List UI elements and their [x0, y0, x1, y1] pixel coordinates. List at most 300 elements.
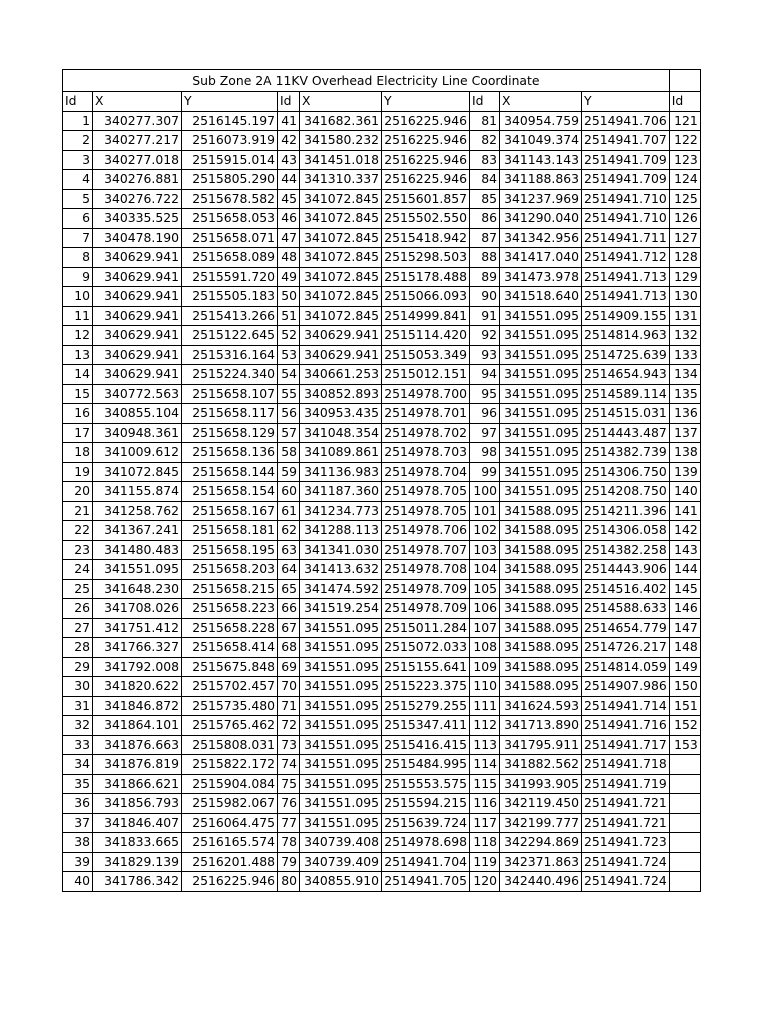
cell-y[interactable]: 2516225.946 — [382, 111, 470, 131]
cell-id[interactable]: 12 — [63, 326, 93, 346]
cell-x[interactable]: 340277.217 — [93, 131, 182, 151]
cell-y[interactable]: 2515114.420 — [382, 326, 470, 346]
cell-y[interactable]: 2515316.164 — [182, 345, 278, 365]
cell-y[interactable]: 2516225.946 — [182, 872, 278, 892]
cell-id[interactable]: 6 — [63, 209, 93, 229]
cell-y[interactable]: 2515505.183 — [182, 287, 278, 307]
cell-id[interactable]: 89 — [470, 267, 500, 287]
cell-x[interactable]: 341846.407 — [93, 813, 182, 833]
cell-x[interactable]: 341876.663 — [93, 735, 182, 755]
cell-id[interactable]: 105 — [470, 579, 500, 599]
cell-x[interactable]: 341551.095 — [300, 677, 382, 697]
cell-y[interactable]: 2514978.709 — [382, 579, 470, 599]
cell-id[interactable]: 53 — [278, 345, 300, 365]
cell-y[interactable]: 2515658.144 — [182, 462, 278, 482]
cell-x[interactable]: 341864.101 — [93, 716, 182, 736]
cell-id[interactable]: 34 — [63, 755, 93, 775]
cell-id[interactable]: 2 — [63, 131, 93, 151]
cell-y[interactable]: 2515982.067 — [182, 794, 278, 814]
cell-id[interactable]: 50 — [278, 287, 300, 307]
cell-id[interactable]: 139 — [669, 462, 700, 482]
cell-id[interactable]: 150 — [669, 677, 700, 697]
cell-y[interactable]: 2514978.698 — [382, 833, 470, 853]
cell-y[interactable]: 2514978.704 — [382, 462, 470, 482]
cell-y[interactable]: 2515678.582 — [182, 189, 278, 209]
cell-id[interactable]: 37 — [63, 813, 93, 833]
cell-y[interactable]: 2516225.946 — [382, 131, 470, 151]
cell-id[interactable]: 147 — [669, 618, 700, 638]
cell-id[interactable]: 136 — [669, 404, 700, 424]
cell-id[interactable]: 8 — [63, 248, 93, 268]
cell-id[interactable]: 13 — [63, 345, 93, 365]
cell-id[interactable]: 134 — [669, 365, 700, 385]
cell-id[interactable]: 40 — [63, 872, 93, 892]
cell-id[interactable] — [669, 774, 700, 794]
cell-x[interactable]: 342294.869 — [500, 833, 582, 853]
cell-id[interactable]: 3 — [63, 150, 93, 170]
cell-id[interactable]: 11 — [63, 306, 93, 326]
cell-x[interactable]: 341588.095 — [500, 657, 582, 677]
cell-id[interactable] — [669, 794, 700, 814]
cell-x[interactable]: 341155.874 — [93, 482, 182, 502]
cell-id[interactable] — [669, 755, 700, 775]
cell-y[interactable]: 2514941.709 — [582, 170, 670, 190]
cell-x[interactable]: 342199.777 — [500, 813, 582, 833]
cell-y[interactable]: 2515223.375 — [382, 677, 470, 697]
cell-x[interactable]: 341682.361 — [300, 111, 382, 131]
cell-y[interactable]: 2515053.349 — [382, 345, 470, 365]
cell-x[interactable]: 341237.969 — [500, 189, 582, 209]
cell-y[interactable]: 2514941.716 — [582, 716, 670, 736]
sheet-title[interactable]: Sub Zone 2A 11KV Overhead Electricity Line Coordinate — [63, 70, 670, 92]
cell-id[interactable]: 21 — [63, 501, 93, 521]
cell-id[interactable]: 41 — [278, 111, 300, 131]
cell-x[interactable]: 341072.845 — [300, 189, 382, 209]
cell-x[interactable]: 341258.762 — [93, 501, 182, 521]
cell-x[interactable]: 341089.861 — [300, 443, 382, 463]
cell-id[interactable]: 137 — [669, 423, 700, 443]
cell-id[interactable]: 1 — [63, 111, 93, 131]
cell-x[interactable]: 341993.905 — [500, 774, 582, 794]
cell-y[interactable]: 2514978.705 — [382, 482, 470, 502]
cell-y[interactable]: 2514443.906 — [582, 560, 670, 580]
cell-id[interactable]: 10 — [63, 287, 93, 307]
cell-id[interactable]: 149 — [669, 657, 700, 677]
cell-y[interactable]: 2515178.488 — [382, 267, 470, 287]
cell-y[interactable]: 2514941.711 — [582, 228, 670, 248]
cell-y[interactable]: 2514382.258 — [582, 540, 670, 560]
cell-y[interactable]: 2514306.750 — [582, 462, 670, 482]
cell-x[interactable]: 340739.409 — [300, 852, 382, 872]
cell-x[interactable]: 341588.095 — [500, 501, 582, 521]
cell-x[interactable]: 341551.095 — [300, 638, 382, 658]
cell-id[interactable]: 104 — [470, 560, 500, 580]
cell-id[interactable]: 90 — [470, 287, 500, 307]
cell-id[interactable]: 72 — [278, 716, 300, 736]
cell-x[interactable]: 341624.593 — [500, 696, 582, 716]
cell-id[interactable]: 120 — [470, 872, 500, 892]
cell-y[interactable]: 2514941.710 — [582, 189, 670, 209]
cell-x[interactable]: 341786.342 — [93, 872, 182, 892]
cell-x[interactable]: 341795.911 — [500, 735, 582, 755]
cell-id[interactable]: 26 — [63, 599, 93, 619]
cell-x[interactable]: 340276.881 — [93, 170, 182, 190]
cell-y[interactable]: 2515012.151 — [382, 365, 470, 385]
cell-x[interactable]: 341143.143 — [500, 150, 582, 170]
cell-x[interactable]: 341048.354 — [300, 423, 382, 443]
cell-id[interactable] — [669, 872, 700, 892]
cell-id[interactable]: 36 — [63, 794, 93, 814]
cell-id[interactable]: 28 — [63, 638, 93, 658]
cell-y[interactable]: 2516073.919 — [182, 131, 278, 151]
cell-id[interactable]: 30 — [63, 677, 93, 697]
cell-id[interactable] — [669, 813, 700, 833]
cell-x[interactable]: 340629.941 — [93, 326, 182, 346]
cell-y[interactable]: 2515658.195 — [182, 540, 278, 560]
cell-y[interactable]: 2515601.857 — [382, 189, 470, 209]
cell-id[interactable]: 81 — [470, 111, 500, 131]
cell-y[interactable]: 2515072.033 — [382, 638, 470, 658]
cell-id[interactable]: 122 — [669, 131, 700, 151]
cell-y[interactable]: 2516064.475 — [182, 813, 278, 833]
cell-x[interactable]: 340852.893 — [300, 384, 382, 404]
cell-id[interactable]: 121 — [669, 111, 700, 131]
cell-id[interactable]: 9 — [63, 267, 93, 287]
cell-x[interactable]: 341341.030 — [300, 540, 382, 560]
cell-id[interactable]: 18 — [63, 443, 93, 463]
cell-y[interactable]: 2515484.995 — [382, 755, 470, 775]
cell-y[interactable]: 2514978.702 — [382, 423, 470, 443]
cell-id[interactable]: 152 — [669, 716, 700, 736]
cell-y[interactable]: 2515658.167 — [182, 501, 278, 521]
cell-y[interactable]: 2515658.107 — [182, 384, 278, 404]
cell-y[interactable]: 2515658.154 — [182, 482, 278, 502]
column-header-y[interactable]: Y — [382, 92, 470, 112]
cell-id[interactable]: 75 — [278, 774, 300, 794]
cell-y[interactable]: 2514941.704 — [382, 852, 470, 872]
column-header-id[interactable]: Id — [278, 92, 300, 112]
cell-id[interactable]: 116 — [470, 794, 500, 814]
cell-x[interactable]: 341551.095 — [500, 482, 582, 502]
cell-y[interactable]: 2515416.415 — [382, 735, 470, 755]
cell-id[interactable] — [669, 852, 700, 872]
cell-x[interactable]: 341846.872 — [93, 696, 182, 716]
cell-id[interactable]: 94 — [470, 365, 500, 385]
column-header-id[interactable]: Id — [470, 92, 500, 112]
cell-id[interactable]: 86 — [470, 209, 500, 229]
cell-x[interactable]: 341136.983 — [300, 462, 382, 482]
cell-y[interactable]: 2514941.713 — [582, 267, 670, 287]
cell-x[interactable]: 341551.095 — [500, 443, 582, 463]
cell-id[interactable]: 133 — [669, 345, 700, 365]
cell-id[interactable]: 74 — [278, 755, 300, 775]
cell-x[interactable]: 341451.018 — [300, 150, 382, 170]
cell-id[interactable]: 58 — [278, 443, 300, 463]
cell-id[interactable]: 17 — [63, 423, 93, 443]
cell-x[interactable]: 340855.910 — [300, 872, 382, 892]
cell-id[interactable]: 42 — [278, 131, 300, 151]
cell-y[interactable]: 2514941.719 — [582, 774, 670, 794]
cell-y[interactable]: 2514941.714 — [582, 696, 670, 716]
cell-x[interactable]: 341072.845 — [300, 267, 382, 287]
cell-y[interactable]: 2515298.503 — [382, 248, 470, 268]
cell-x[interactable]: 341234.773 — [300, 501, 382, 521]
cell-id[interactable]: 83 — [470, 150, 500, 170]
cell-id[interactable]: 19 — [63, 462, 93, 482]
cell-id[interactable]: 148 — [669, 638, 700, 658]
cell-x[interactable]: 341588.095 — [500, 618, 582, 638]
cell-id[interactable]: 106 — [470, 599, 500, 619]
cell-id[interactable]: 84 — [470, 170, 500, 190]
cell-id[interactable] — [669, 833, 700, 853]
cell-id[interactable]: 144 — [669, 560, 700, 580]
cell-x[interactable]: 341049.374 — [500, 131, 582, 151]
cell-x[interactable]: 340954.759 — [500, 111, 582, 131]
cell-id[interactable]: 125 — [669, 189, 700, 209]
cell-id[interactable]: 77 — [278, 813, 300, 833]
cell-x[interactable]: 341829.139 — [93, 852, 182, 872]
cell-x[interactable]: 341551.095 — [500, 462, 582, 482]
cell-x[interactable]: 341551.095 — [500, 345, 582, 365]
cell-id[interactable]: 127 — [669, 228, 700, 248]
cell-id[interactable]: 47 — [278, 228, 300, 248]
cell-id[interactable]: 20 — [63, 482, 93, 502]
cell-x[interactable]: 341588.095 — [500, 677, 582, 697]
cell-id[interactable]: 49 — [278, 267, 300, 287]
cell-id[interactable]: 85 — [470, 189, 500, 209]
cell-x[interactable]: 341413.632 — [300, 560, 382, 580]
cell-y[interactable]: 2515418.942 — [382, 228, 470, 248]
cell-y[interactable]: 2514654.779 — [582, 618, 670, 638]
cell-id[interactable]: 60 — [278, 482, 300, 502]
cell-y[interactable]: 2515658.089 — [182, 248, 278, 268]
cell-id[interactable]: 130 — [669, 287, 700, 307]
cell-x[interactable]: 340276.722 — [93, 189, 182, 209]
cell-y[interactable]: 2514725.639 — [582, 345, 670, 365]
cell-x[interactable]: 340629.941 — [93, 287, 182, 307]
cell-x[interactable]: 341876.819 — [93, 755, 182, 775]
cell-x[interactable]: 341882.562 — [500, 755, 582, 775]
cell-id[interactable]: 128 — [669, 248, 700, 268]
cell-id[interactable]: 54 — [278, 365, 300, 385]
cell-x[interactable]: 341072.845 — [300, 248, 382, 268]
cell-y[interactable]: 2514941.721 — [582, 813, 670, 833]
cell-id[interactable]: 23 — [63, 540, 93, 560]
cell-id[interactable]: 52 — [278, 326, 300, 346]
cell-x[interactable]: 341072.845 — [300, 287, 382, 307]
column-header-x[interactable]: X — [300, 92, 382, 112]
cell-id[interactable]: 73 — [278, 735, 300, 755]
cell-id[interactable]: 95 — [470, 384, 500, 404]
cell-x[interactable]: 341588.095 — [500, 638, 582, 658]
cell-x[interactable]: 340739.408 — [300, 833, 382, 853]
cell-x[interactable]: 341866.621 — [93, 774, 182, 794]
cell-y[interactable]: 2515658.215 — [182, 579, 278, 599]
cell-id[interactable]: 79 — [278, 852, 300, 872]
cell-x[interactable]: 341188.863 — [500, 170, 582, 190]
cell-y[interactable]: 2514909.155 — [582, 306, 670, 326]
cell-x[interactable]: 341766.327 — [93, 638, 182, 658]
cell-id[interactable]: 67 — [278, 618, 300, 638]
cell-x[interactable]: 341551.095 — [300, 618, 382, 638]
cell-y[interactable]: 2514941.710 — [582, 209, 670, 229]
cell-y[interactable]: 2514814.963 — [582, 326, 670, 346]
cell-id[interactable]: 27 — [63, 618, 93, 638]
cell-x[interactable]: 341551.095 — [300, 813, 382, 833]
cell-id[interactable]: 119 — [470, 852, 500, 872]
cell-x[interactable]: 341342.956 — [500, 228, 582, 248]
cell-id[interactable]: 98 — [470, 443, 500, 463]
cell-id[interactable]: 59 — [278, 462, 300, 482]
cell-x[interactable]: 341588.095 — [500, 560, 582, 580]
cell-x[interactable]: 340478.190 — [93, 228, 182, 248]
cell-id[interactable]: 118 — [470, 833, 500, 853]
cell-x[interactable]: 341551.095 — [300, 774, 382, 794]
cell-x[interactable]: 341551.095 — [500, 365, 582, 385]
cell-id[interactable]: 48 — [278, 248, 300, 268]
cell-id[interactable]: 88 — [470, 248, 500, 268]
cell-y[interactable]: 2514907.986 — [582, 677, 670, 697]
cell-y[interactable]: 2515915.014 — [182, 150, 278, 170]
cell-x[interactable]: 341551.095 — [300, 755, 382, 775]
cell-x[interactable]: 340277.307 — [93, 111, 182, 131]
cell-x[interactable]: 341473.978 — [500, 267, 582, 287]
cell-id[interactable]: 140 — [669, 482, 700, 502]
cell-y[interactable]: 2516225.946 — [382, 150, 470, 170]
cell-x[interactable]: 342440.496 — [500, 872, 582, 892]
cell-id[interactable]: 102 — [470, 521, 500, 541]
cell-id[interactable]: 117 — [470, 813, 500, 833]
column-header-y[interactable]: Y — [582, 92, 670, 112]
cell-y[interactable]: 2514978.705 — [382, 501, 470, 521]
cell-y[interactable]: 2515553.575 — [382, 774, 470, 794]
cell-id[interactable]: 131 — [669, 306, 700, 326]
cell-id[interactable]: 25 — [63, 579, 93, 599]
cell-id[interactable]: 87 — [470, 228, 500, 248]
cell-y[interactable]: 2514978.703 — [382, 443, 470, 463]
cell-y[interactable]: 2514654.943 — [582, 365, 670, 385]
cell-x[interactable]: 341580.232 — [300, 131, 382, 151]
cell-id[interactable]: 145 — [669, 579, 700, 599]
cell-x[interactable]: 340629.941 — [300, 326, 382, 346]
cell-id[interactable]: 66 — [278, 599, 300, 619]
cell-y[interactable]: 2515765.462 — [182, 716, 278, 736]
cell-x[interactable]: 340629.941 — [93, 365, 182, 385]
cell-id[interactable]: 101 — [470, 501, 500, 521]
cell-y[interactable]: 2515502.550 — [382, 209, 470, 229]
cell-x[interactable]: 341288.113 — [300, 521, 382, 541]
column-header-y[interactable]: Y — [182, 92, 278, 112]
cell-id[interactable]: 7 — [63, 228, 93, 248]
cell-id[interactable]: 51 — [278, 306, 300, 326]
cell-y[interactable]: 2514382.739 — [582, 443, 670, 463]
cell-x[interactable]: 340948.361 — [93, 423, 182, 443]
cell-id[interactable]: 141 — [669, 501, 700, 521]
cell-y[interactable]: 2515822.172 — [182, 755, 278, 775]
cell-y[interactable]: 2515639.724 — [382, 813, 470, 833]
cell-y[interactable]: 2516201.488 — [182, 852, 278, 872]
cell-y[interactable]: 2515658.129 — [182, 423, 278, 443]
cell-id[interactable]: 138 — [669, 443, 700, 463]
cell-id[interactable]: 29 — [63, 657, 93, 677]
cell-y[interactable]: 2514208.750 — [582, 482, 670, 502]
cell-id[interactable]: 57 — [278, 423, 300, 443]
cell-id[interactable]: 91 — [470, 306, 500, 326]
cell-x[interactable]: 341713.890 — [500, 716, 582, 736]
cell-y[interactable]: 2515347.411 — [382, 716, 470, 736]
cell-y[interactable]: 2514978.700 — [382, 384, 470, 404]
cell-x[interactable]: 340772.563 — [93, 384, 182, 404]
cell-y[interactable]: 2514978.701 — [382, 404, 470, 424]
cell-x[interactable]: 340629.941 — [93, 306, 182, 326]
cell-id[interactable]: 123 — [669, 150, 700, 170]
cell-x[interactable]: 341367.241 — [93, 521, 182, 541]
cell-y[interactable]: 2514941.724 — [582, 852, 670, 872]
cell-id[interactable]: 146 — [669, 599, 700, 619]
cell-y[interactable]: 2515122.645 — [182, 326, 278, 346]
cell-id[interactable]: 65 — [278, 579, 300, 599]
cell-y[interactable]: 2515658.414 — [182, 638, 278, 658]
cell-y[interactable]: 2515702.457 — [182, 677, 278, 697]
cell-y[interactable]: 2515413.266 — [182, 306, 278, 326]
cell-id[interactable]: 22 — [63, 521, 93, 541]
cell-y[interactable]: 2515735.480 — [182, 696, 278, 716]
cell-id[interactable]: 142 — [669, 521, 700, 541]
cell-y[interactable]: 2515591.720 — [182, 267, 278, 287]
cell-x[interactable]: 341551.095 — [500, 404, 582, 424]
cell-y[interactable]: 2514941.712 — [582, 248, 670, 268]
cell-y[interactable]: 2514941.707 — [582, 131, 670, 151]
cell-y[interactable]: 2516225.946 — [382, 170, 470, 190]
cell-id[interactable]: 56 — [278, 404, 300, 424]
cell-id[interactable]: 55 — [278, 384, 300, 404]
cell-id[interactable]: 15 — [63, 384, 93, 404]
cell-y[interactable]: 2515658.181 — [182, 521, 278, 541]
cell-x[interactable]: 340629.941 — [300, 345, 382, 365]
cell-x[interactable]: 341751.412 — [93, 618, 182, 638]
cell-y[interactable]: 2514941.723 — [582, 833, 670, 853]
cell-y[interactable]: 2514941.721 — [582, 794, 670, 814]
cell-id[interactable]: 111 — [470, 696, 500, 716]
cell-x[interactable]: 341417.040 — [500, 248, 582, 268]
cell-id[interactable]: 35 — [63, 774, 93, 794]
cell-id[interactable]: 39 — [63, 852, 93, 872]
cell-x[interactable]: 341551.095 — [93, 560, 182, 580]
cell-x[interactable]: 341551.095 — [300, 716, 382, 736]
cell-x[interactable]: 341551.095 — [300, 794, 382, 814]
cell-id[interactable]: 68 — [278, 638, 300, 658]
cell-y[interactable]: 2515066.093 — [382, 287, 470, 307]
cell-id[interactable]: 31 — [63, 696, 93, 716]
cell-x[interactable]: 341519.254 — [300, 599, 382, 619]
cell-x[interactable]: 340629.941 — [93, 248, 182, 268]
column-header-x[interactable]: X — [500, 92, 582, 112]
cell-id[interactable]: 82 — [470, 131, 500, 151]
cell-y[interactable]: 2515805.290 — [182, 170, 278, 190]
cell-x[interactable]: 342119.450 — [500, 794, 582, 814]
cell-x[interactable]: 340335.525 — [93, 209, 182, 229]
cell-x[interactable]: 341290.040 — [500, 209, 582, 229]
cell-id[interactable]: 61 — [278, 501, 300, 521]
cell-y[interactable]: 2515658.071 — [182, 228, 278, 248]
cell-x[interactable]: 340277.018 — [93, 150, 182, 170]
cell-x[interactable]: 341551.095 — [300, 657, 382, 677]
cell-y[interactable]: 2514516.402 — [582, 579, 670, 599]
cell-id[interactable]: 153 — [669, 735, 700, 755]
cell-x[interactable]: 341551.095 — [300, 696, 382, 716]
cell-id[interactable]: 113 — [470, 735, 500, 755]
cell-x[interactable]: 341833.665 — [93, 833, 182, 853]
